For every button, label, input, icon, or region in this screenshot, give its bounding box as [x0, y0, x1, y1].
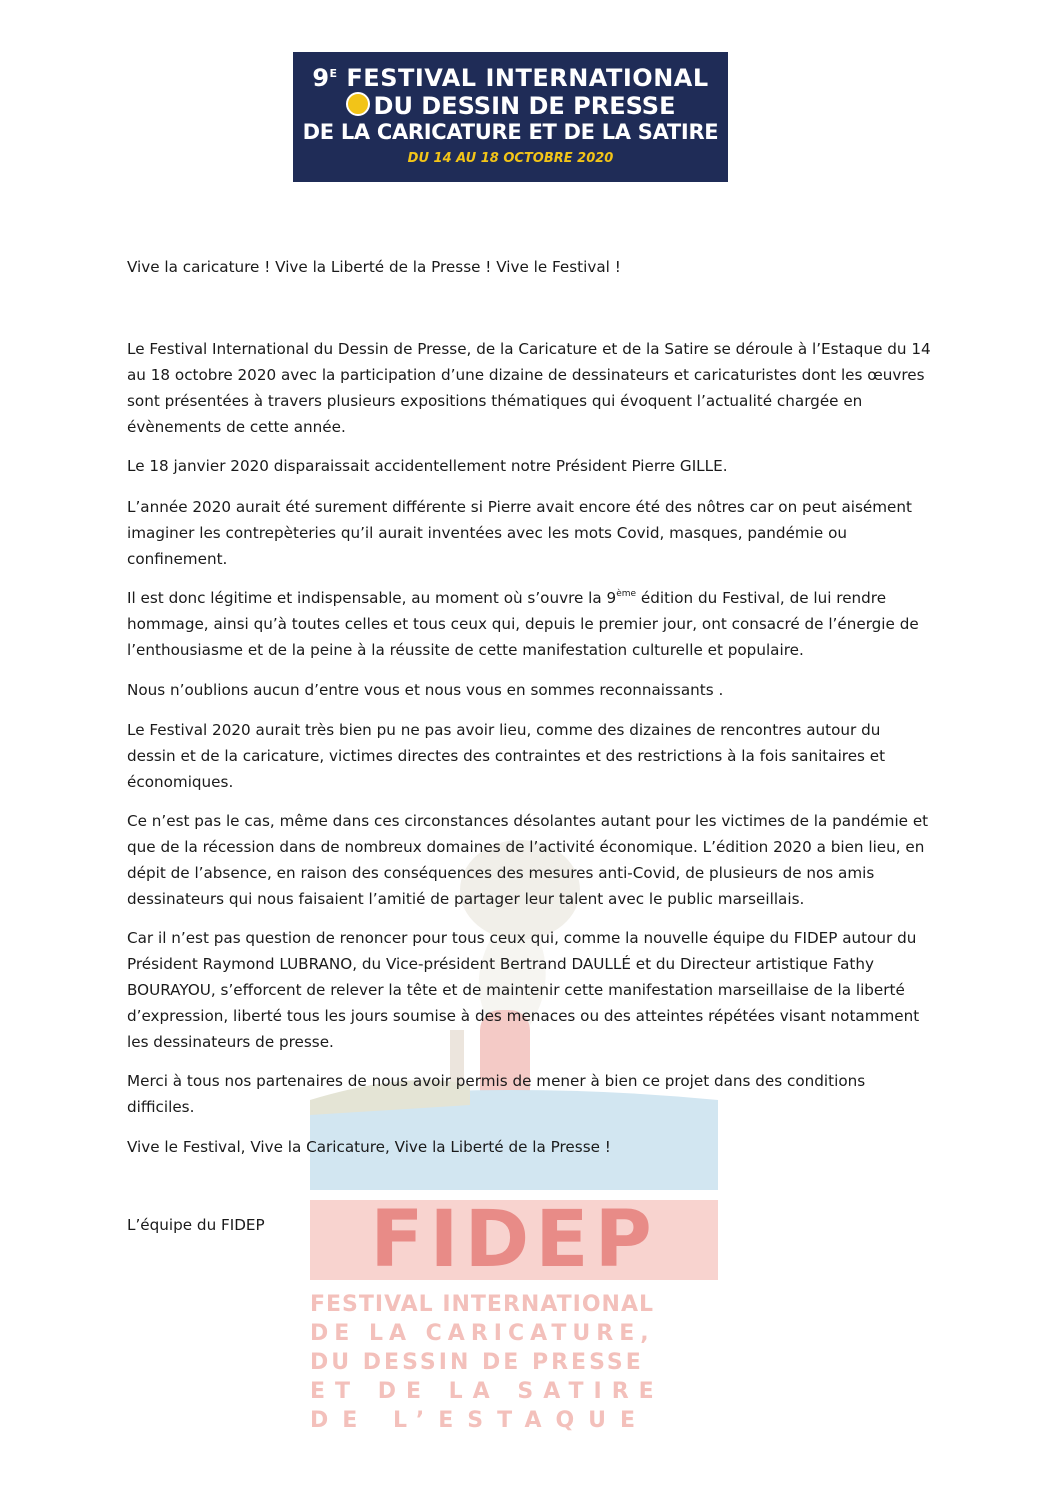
letter-body: [127, 717, 933, 795]
banner-subtitle: DU DESSIN DE PRESSE: [373, 92, 676, 120]
intro-slogan: Vive la caricature ! Vive la Liberté de la Presse ! Vive le Festival !: [127, 258, 621, 276]
paragraph-part: Il est donc légitime et indispensable, au moment où s’ouvre la 9: [127, 589, 617, 607]
paragraph: Ce n’est pas le cas, même dans ces circonstances désolantes autant pour les victimes de la pandémie et que de la récession dans de nombreux domaines de l’activité économique. L’édition 2020 a bien lieu, en dépit de l’absence, en raison des conséquences des mesures anti-Covid, de plusieurs de nos amis dessinateurs qui nous faisaient l’amitié de partager leur talent avec le public marseillais.: [127, 812, 929, 908]
signature: [127, 1212, 933, 1238]
watermark-line: DE L’ESTAQUE: [310, 1408, 650, 1433]
watermark-line: FESTIVAL INTERNATIONAL: [310, 1292, 654, 1317]
paragraph: Le Festival International du Dessin de Presse, de la Caricature et de la Satire se déroule à l’Estaque du 14 au 18 octobre 2020 avec la participation d’une dizaine de dessinateurs et caricaturistes dont les œuvres sont présentées à travers plusieurs expositions thématiques qui évoquent l’actualité chargée en évènements de cette année.: [127, 340, 931, 436]
paragraph: Merci à tous nos partenaires de nous avoir permis de mener à bien ce projet dans des conditions difficiles.: [127, 1072, 866, 1116]
paragraph: Nous n’oublions aucun d’entre vous et nous vous en sommes reconnaissants .: [127, 681, 724, 699]
paragraph: [127, 585, 933, 663]
letter-body: [127, 677, 933, 703]
signature-text: L’équipe du FIDEP: [127, 1216, 265, 1234]
paragraph-part: édition du Festival, de lui rendre hommage, ainsi qu’à toutes celles et tous ceux qui, depuis le premier jour, ont consacré de l’énergie de l’enthousiasme et de la peine à la réussite de cette manifestation culturelle et populaire.: [127, 589, 919, 659]
banner-line-1: [293, 64, 728, 92]
paragraph: L’année 2020 aurait été surement différente si Pierre avait encore été des nôtres car on peut aisément imaginer les contrepèteries qu’il aurait inventées avec les mots Covid, masques, pandémie ou confinement.: [127, 498, 912, 568]
letter-body: [127, 585, 933, 663]
letter-body: [127, 808, 933, 912]
paragraph: Le Festival 2020 aurait très bien pu ne pas avoir lieu, comme des dizaines de rencontres autour du dessin et de la caricature, victimes directes des contraintes et des restrictions à la fois sanitaires et économiques.: [127, 721, 886, 791]
letter-body: [127, 453, 933, 479]
banner-edition-number: 9: [312, 64, 330, 92]
banner-dates: DU 14 AU 18 OCTOBRE 2020: [407, 151, 614, 166]
festival-badge-icon: [346, 92, 370, 116]
banner-line-3: DE LA CARICATURE ET DE LA SATIRE: [302, 120, 719, 144]
letter-body: [127, 1134, 933, 1160]
letter-body: [127, 336, 933, 440]
banner-edition-sup: E: [329, 67, 338, 80]
watermark-line: ET DE LA SATIRE: [310, 1379, 664, 1404]
letter-body: [127, 1068, 933, 1120]
ordinal-sup: ème: [616, 589, 637, 599]
watermark-line: DU DESSIN DE PRESSE: [310, 1350, 644, 1375]
watermark-line: DE LA CARICATURE,: [310, 1321, 655, 1346]
paragraph: Le 18 janvier 2020 disparaissait accidentellement notre Président Pierre GILLE.: [127, 457, 728, 475]
paragraph: Vive le Festival, Vive la Caricature, Vive la Liberté de la Presse !: [127, 1138, 611, 1156]
festival-banner: [293, 52, 728, 182]
watermark-logo: FIDEP: [310, 1200, 718, 1280]
paragraph: Car il n’est pas question de renoncer pour tous ceux qui, comme la nouvelle équipe du FIDEP autour du Président Raymond LUBRANO, du Vice-président Bertrand DAULLÉ et du Directeur artistique Fathy BOURAYOU, s’efforcent de relever la tête et de maintenir cette manifestation marseillaise de la liberté d’expression, liberté tous les jours soumise à des menaces ou des atteintes répétées visant notamment les dessinateurs de presse.: [127, 929, 920, 1051]
letter-body: [127, 925, 933, 1055]
banner-line-2: [293, 92, 728, 120]
watermark-text: [310, 1290, 718, 1435]
banner-title: FESTIVAL INTERNATIONAL: [346, 64, 709, 92]
letter-body: [127, 494, 933, 572]
